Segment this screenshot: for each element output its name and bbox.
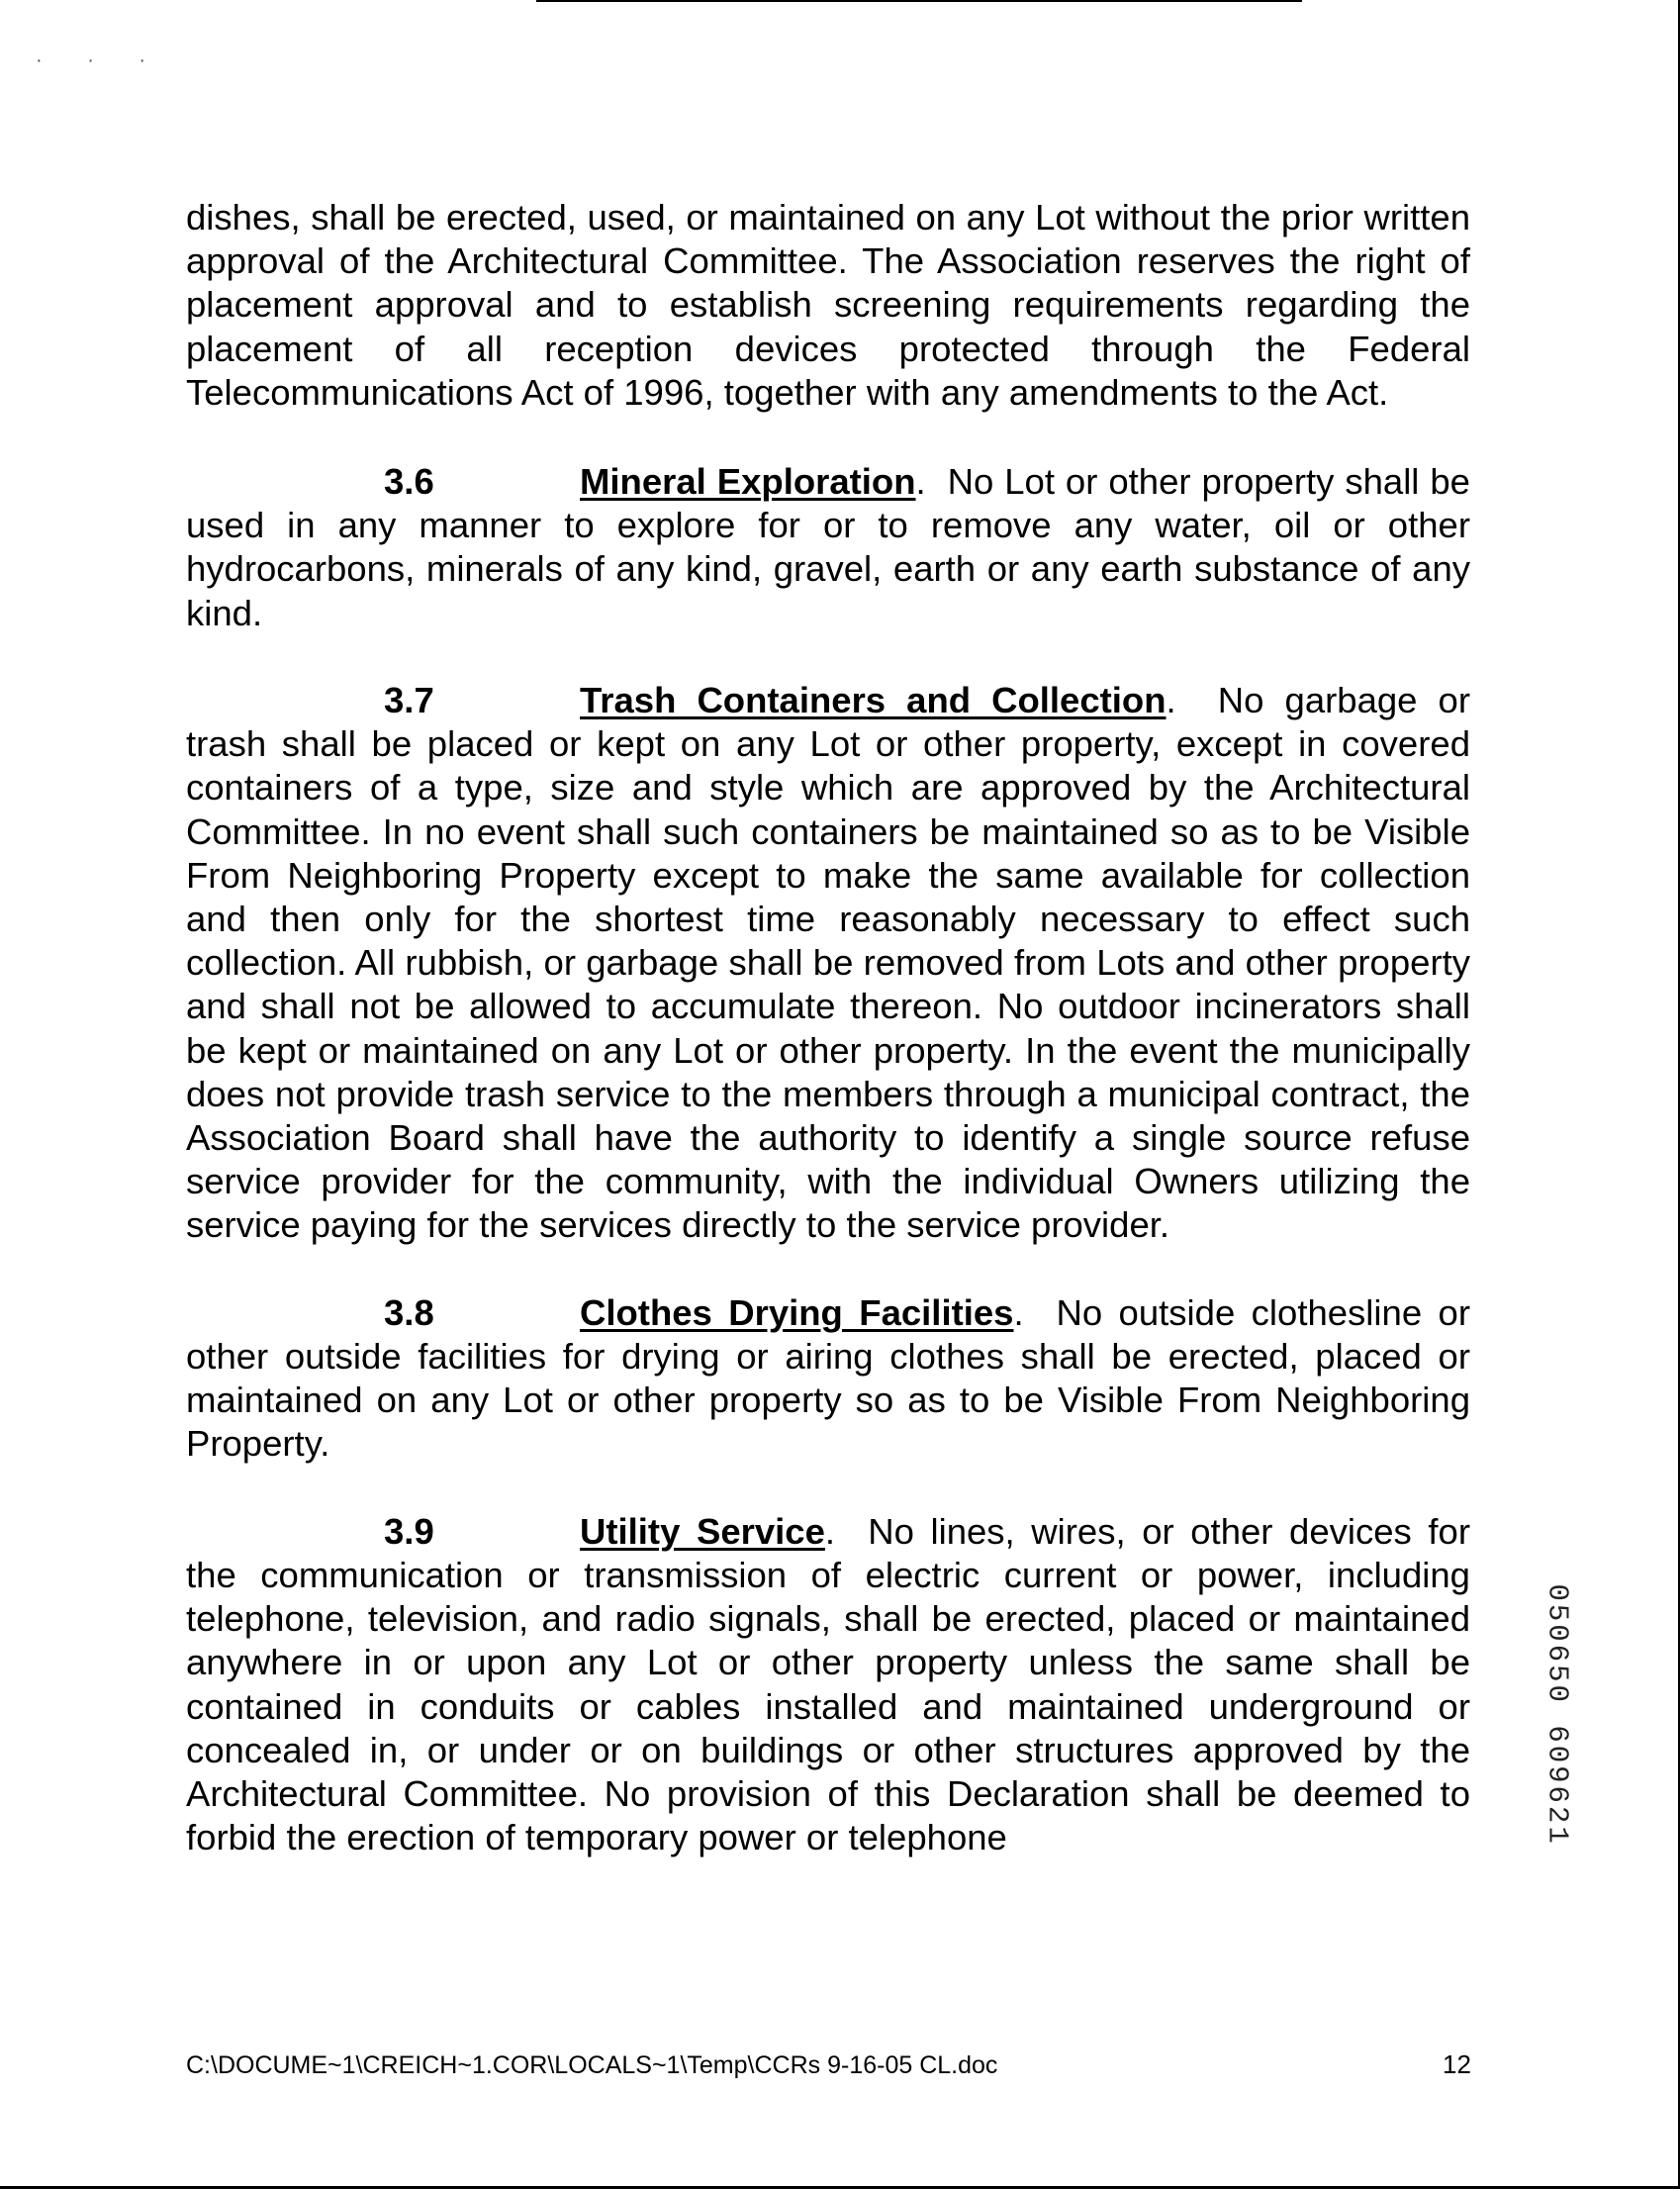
margin-stamp-text: 050650 609621	[1540, 1583, 1574, 1847]
section-number: 3.9	[384, 1510, 434, 1552]
section-3-8: 3.8 Clothes Drying Facilities. No outside clothesline or other outside facilities for drying or airing clothes shall be erected, placed or maintained on any Lot or other property so as to be Visible From Neighboring Property.	[186, 1291, 1470, 1465]
section-title: Utility Service	[580, 1510, 825, 1552]
section-body: No outside clothesline or other outside facilities for drying or airing clothes shall be erected, placed or maintained on any Lot or other property so as to be Visible From Neighboring Property.	[186, 1291, 1470, 1465]
section-number: 3.8	[384, 1291, 434, 1333]
section-body: No garbage or trash shall be placed or kept on any Lot or other property, except in covered containers of a type, size and style which are approved by the Architectural Committee. In no event shall such containers be maintained so as to be Visible From Neighboring Property except to make the same available for collection and then only for the shortest time reasonably necessary to effect such collection. All rubbish, or garbage shall be removed from Lots and other property and shall not be allowed to accumulate thereon. No outdoor incinerators shall be kept or maintained on any Lot or other property. In the event the municipally does not provide trash service to the members through a municipal contract, the Association Board shall have the authority to identify a single source refuse service provider for the community, with the individual Owners utilizing the service paying for the services directly to the service provider.	[186, 680, 1470, 1246]
section-number: 3.7	[384, 680, 434, 721]
section-title: Clothes Drying Facilities	[580, 1291, 1014, 1333]
section-title: Trash Containers and Collection	[580, 680, 1167, 721]
document-body	[186, 196, 1470, 1904]
section-3-6: 3.6 Mineral Exploration. No Lot or other property shall be used in any manner to explore for or to remove any water, oil or other hydrocarbons, minerals of any kind, gravel, earth or any earth substance of any kind.	[186, 461, 1470, 633]
continuation-paragraph	[186, 196, 1470, 415]
footer-file-path: C:\DOCUME~1\CREICH~1.COR\LOCALS~1\Temp\CCRs 9-16-05 CL.doc	[186, 2051, 998, 2079]
section-title: Mineral Exploration	[580, 461, 916, 503]
scan-frame-top-line	[536, 0, 1302, 2]
margin-stamp	[1536, 1583, 1583, 1866]
page-number: 12	[1443, 2049, 1471, 2079]
continuation-text: dishes, shall be erected, used, or maintained on any Lot without the prior written approval of the Architectural Committee. The Association reserves the right of placement approval and to establish screening requirements regarding the placement of all reception devices protected through the Federal Telecommunications Act of 1996, together with any amendments to the Act.	[186, 197, 1470, 413]
section-3-9: 3.9 Utility Service. No lines, wires, or other devices for the communication or transmission of electric current or power, including telephone, television, and radio signals, shall be erected, placed or maintained anywhere in or upon any Lot or other property unless the same shall be contained in conduits or cables installed and maintained underground or concealed in, or under or on buildings or other structures approved by the Architectural Committee. No provision of this Declaration shall be deemed to forbid the erection of temporary power or telephone	[186, 1510, 1471, 1858]
scan-specks: · · ·	[36, 49, 166, 71]
section-number: 3.6	[384, 461, 434, 503]
section-body: No Lot or other property shall be used in any manner to explore for or to remove any water, oil or other hydrocarbons, minerals of any kind, gravel, earth or any earth substance of any kind.	[186, 461, 1470, 633]
section-3-7: 3.7 Trash Containers and Collection. No garbage or trash shall be placed or kept on any Lot or other property, except in covered containers of a type, size and style which are approved by the Architectural Committee. In no event shall such containers be maintained so as to be Visible From Neighboring Property except to make the same available for collection and then only for the shortest time reasonably necessary to effect such collection. All rubbish, or garbage shall be removed from Lots and other property and shall not be allowed to accumulate thereon. No outdoor incinerators shall be kept or maintained on any Lot or other property. In the event the municipally does not provide trash service to the members through a municipal contract, the Association Board shall have the authority to identify a single source refuse service provider for the community, with the individual Owners utilizing the service paying for the services directly to the service provider.	[186, 680, 1470, 1246]
section-body: No lines, wires, or other devices for the communication or transmission of electric current or power, including telephone, television, and radio signals, shall be erected, placed or maintained anywhere in or upon any Lot or other property unless the same shall be contained in conduits or cables installed and maintained underground or concealed in, or under or on buildings or other structures approved by the Architectural Committee. No provision of this Declaration shall be deemed to forbid the erection of temporary power or telephone	[186, 1510, 1471, 1858]
